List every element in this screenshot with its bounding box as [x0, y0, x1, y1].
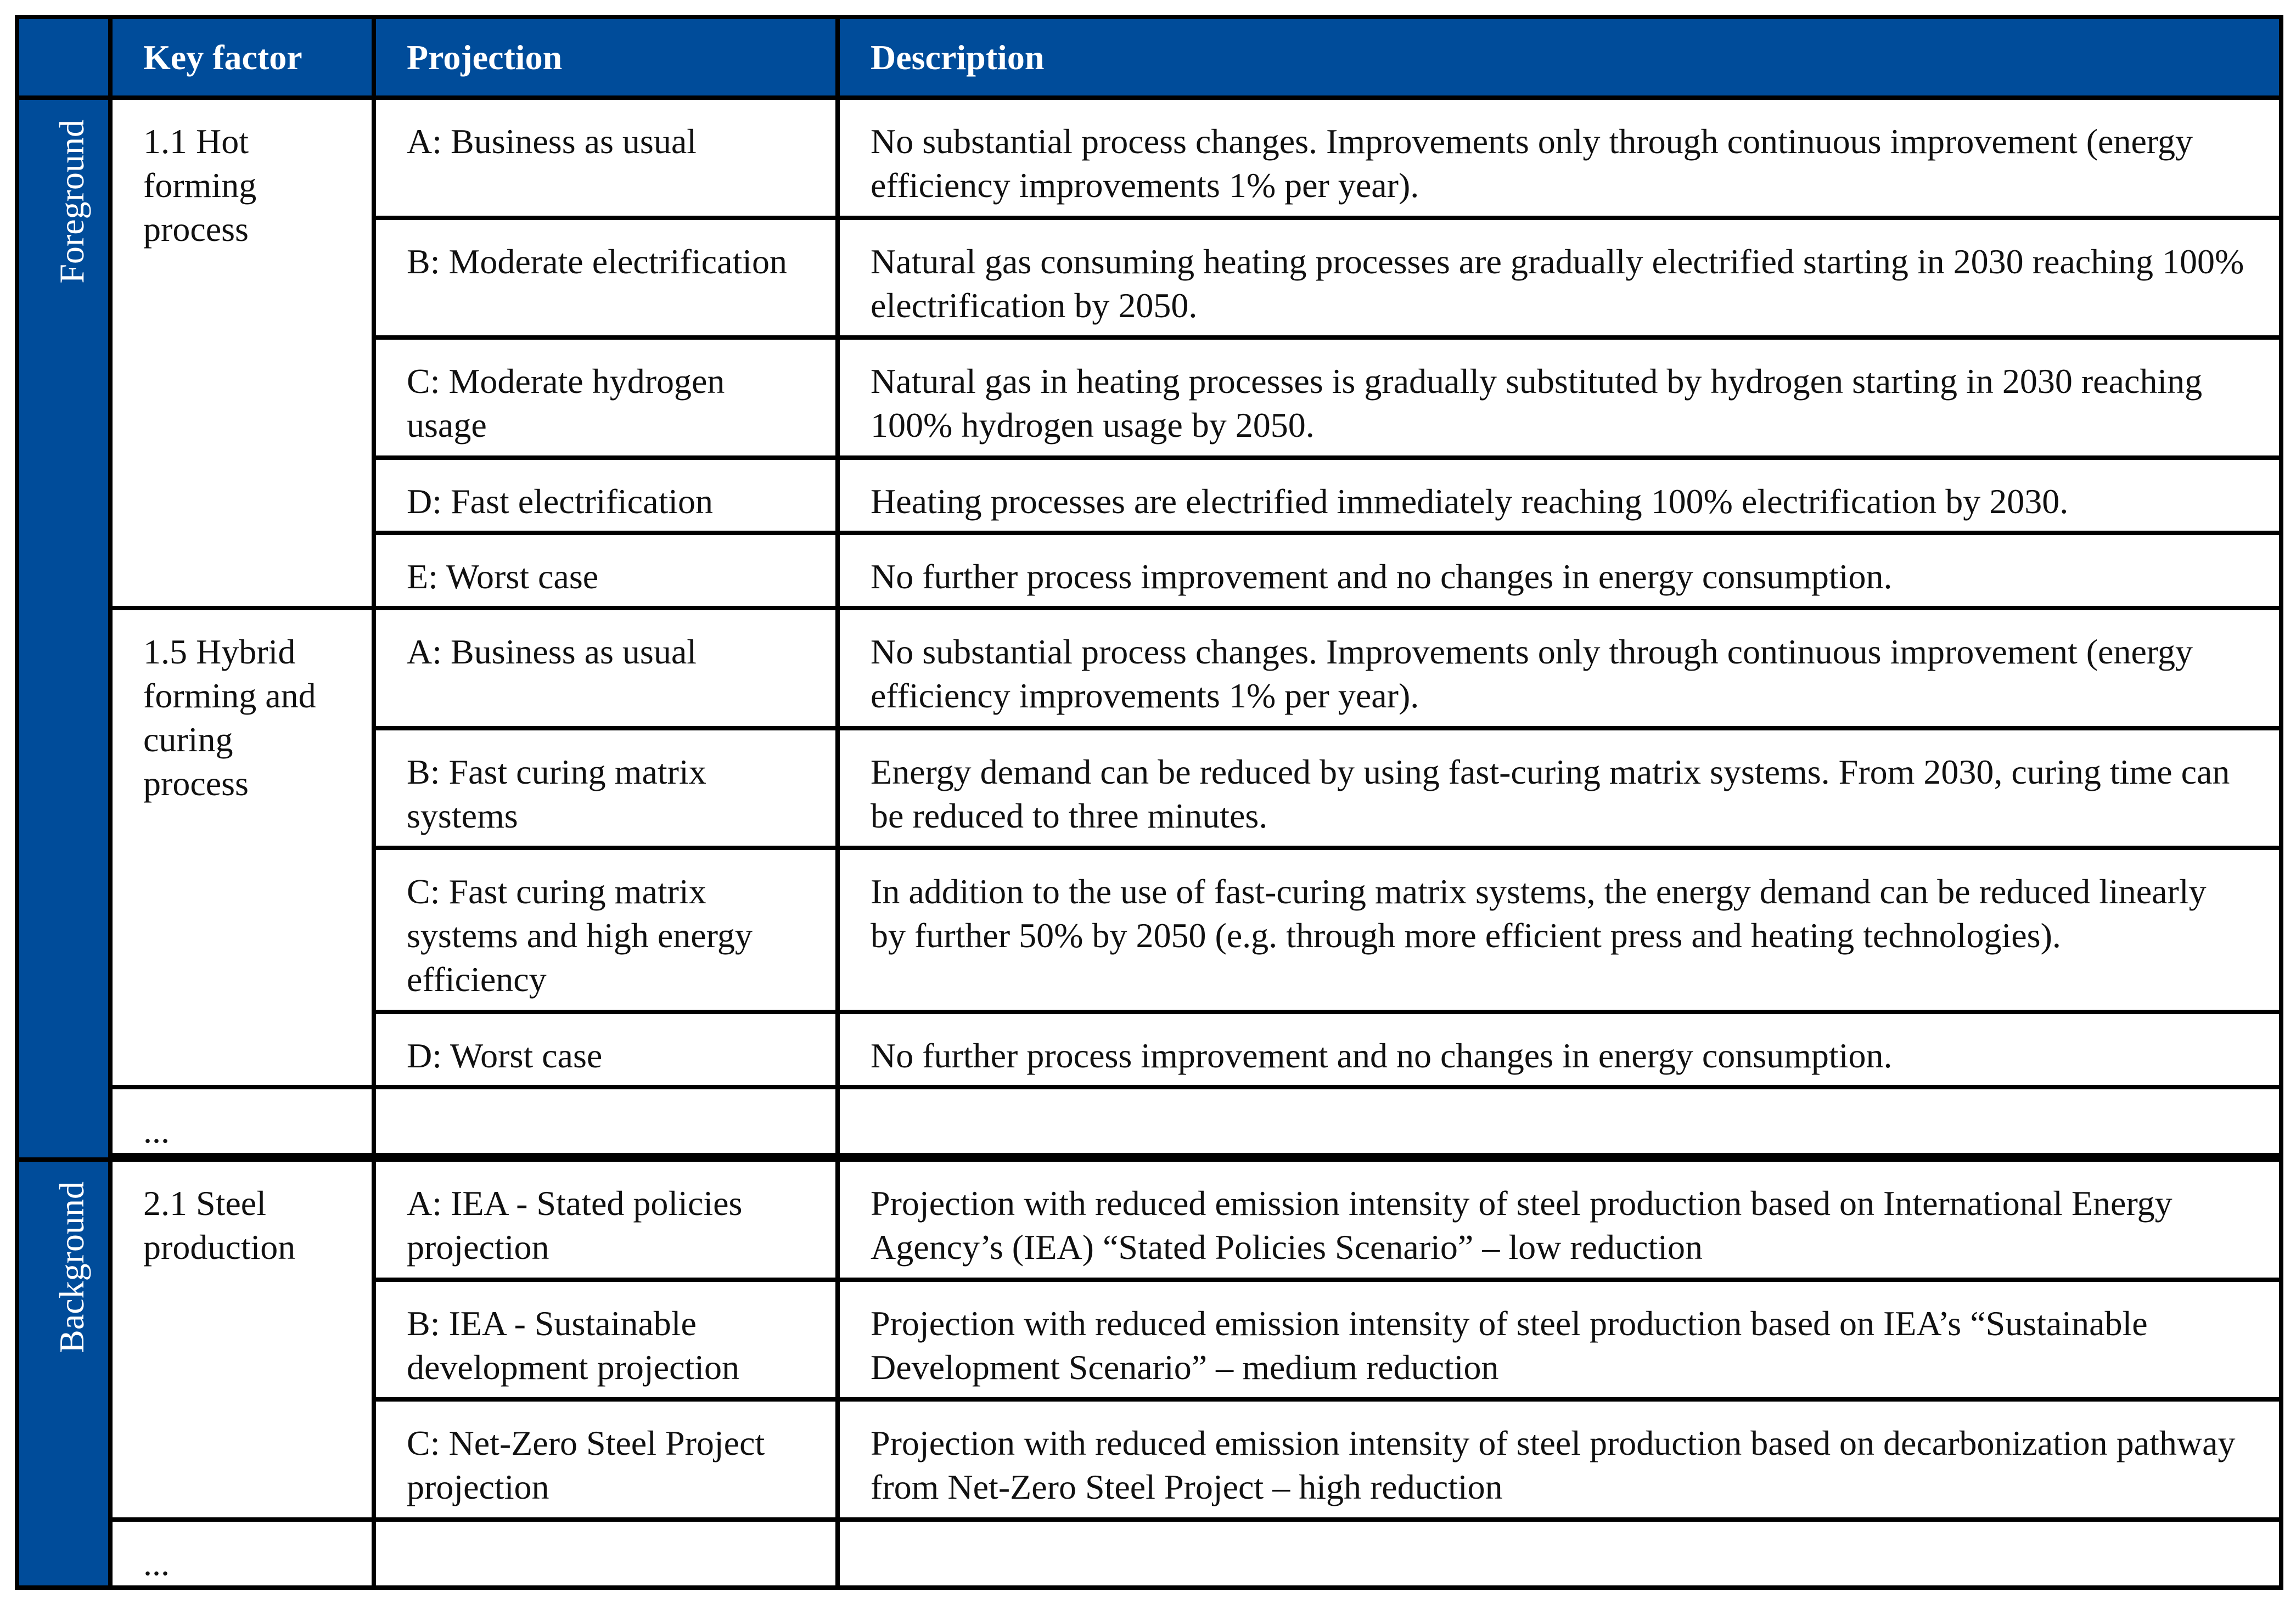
- spacer-row: [17, 1155, 2281, 1160]
- projection-cell: C: Net-Zero Steel Project projection: [374, 1399, 838, 1519]
- category-label: Background: [52, 1182, 91, 1354]
- ellipsis-cell: ...: [110, 1520, 374, 1588]
- description-cell: No further process improvement and no changes in energy consumption.: [838, 1012, 2281, 1087]
- description-cell: Projection with reduced emission intensity of steel production based on International Energy Agency’s (IEA) “Stated Policies Scenario” – low reduction: [838, 1160, 2281, 1279]
- projection-cell: C: Fast curing matrix systems and high energy efficiency: [374, 848, 838, 1012]
- table-row: [17, 98, 2281, 217]
- description-cell: No substantial process changes. Improvements only through continuous improvement (energy efficiency improvements 1% per year).: [838, 608, 2281, 728]
- projection-cell: D: Worst case: [374, 1012, 838, 1087]
- table-row: [17, 1160, 2281, 1279]
- projection-cell: D: Fast electrification: [374, 458, 838, 533]
- category-background: [17, 1160, 110, 1588]
- description-cell: Projection with reduced emission intensity of steel production based on IEA’s “Sustainable Development Scenario” – medium reduction: [838, 1280, 2281, 1399]
- description-cell: In addition to the use of fast-curing matrix systems, the energy demand can be reduced linearly by further 50% by 2050 (e.g. through more efficient press and heating technologies).: [838, 848, 2281, 1012]
- projection-cell: B: IEA - Sustainable development projection: [374, 1280, 838, 1399]
- table-header-row: [17, 17, 2281, 98]
- header-key-factor: Key factor: [110, 17, 374, 98]
- empty-cell: [838, 1087, 2281, 1155]
- description-cell: No substantial process changes. Improvements only through continuous improvement (energy efficiency improvements 1% per year).: [838, 98, 2281, 217]
- projection-cell: A: Business as usual: [374, 98, 838, 217]
- key-factors-table: [15, 15, 2283, 1590]
- projection-cell: C: Moderate hydrogen usage: [374, 337, 838, 457]
- category-label: Foreground: [52, 120, 91, 284]
- header-projection: Projection: [374, 17, 838, 98]
- empty-cell: [374, 1520, 838, 1588]
- table-row: [17, 608, 2281, 728]
- empty-cell: [838, 1520, 2281, 1588]
- key-factor-cell: 1.5 Hybrid forming and curing process: [110, 608, 374, 1087]
- category-foreground: [17, 98, 110, 1160]
- table-row: [17, 1087, 2281, 1155]
- description-cell: Natural gas in heating processes is gradually substituted by hydrogen starting in 2030 reaching 100% hydrogen usage by 2050.: [838, 337, 2281, 457]
- description-cell: Projection with reduced emission intensity of steel production based on decarbonization pathway from Net-Zero Steel Project – high reduction: [838, 1399, 2281, 1519]
- projection-cell: A: IEA - Stated policies projection: [374, 1160, 838, 1279]
- header-category-cell: [17, 17, 110, 98]
- projection-cell: E: Worst case: [374, 533, 838, 608]
- projection-cell: B: Fast curing matrix systems: [374, 728, 838, 848]
- projection-cell: A: Business as usual: [374, 608, 838, 728]
- description-cell: Heating processes are electrified immediately reaching 100% electrification by 2030.: [838, 458, 2281, 533]
- header-description: Description: [838, 17, 2281, 98]
- table-row: [17, 1520, 2281, 1588]
- key-factor-cell: 1.1 Hot forming process: [110, 98, 374, 608]
- description-cell: No further process improvement and no changes in energy consumption.: [838, 533, 2281, 608]
- key-factor-cell: 2.1 Steel production: [110, 1160, 374, 1519]
- description-cell: Energy demand can be reduced by using fast-curing matrix systems. From 2030, curing time can be reduced to three minutes.: [838, 728, 2281, 848]
- empty-cell: [374, 1087, 838, 1155]
- projection-cell: B: Moderate electrification: [374, 218, 838, 337]
- description-cell: Natural gas consuming heating processes are gradually electrified starting in 2030 reaching 100% electrification by 2050.: [838, 218, 2281, 337]
- spacer-cell: [110, 1155, 2281, 1160]
- ellipsis-cell: ...: [110, 1087, 374, 1155]
